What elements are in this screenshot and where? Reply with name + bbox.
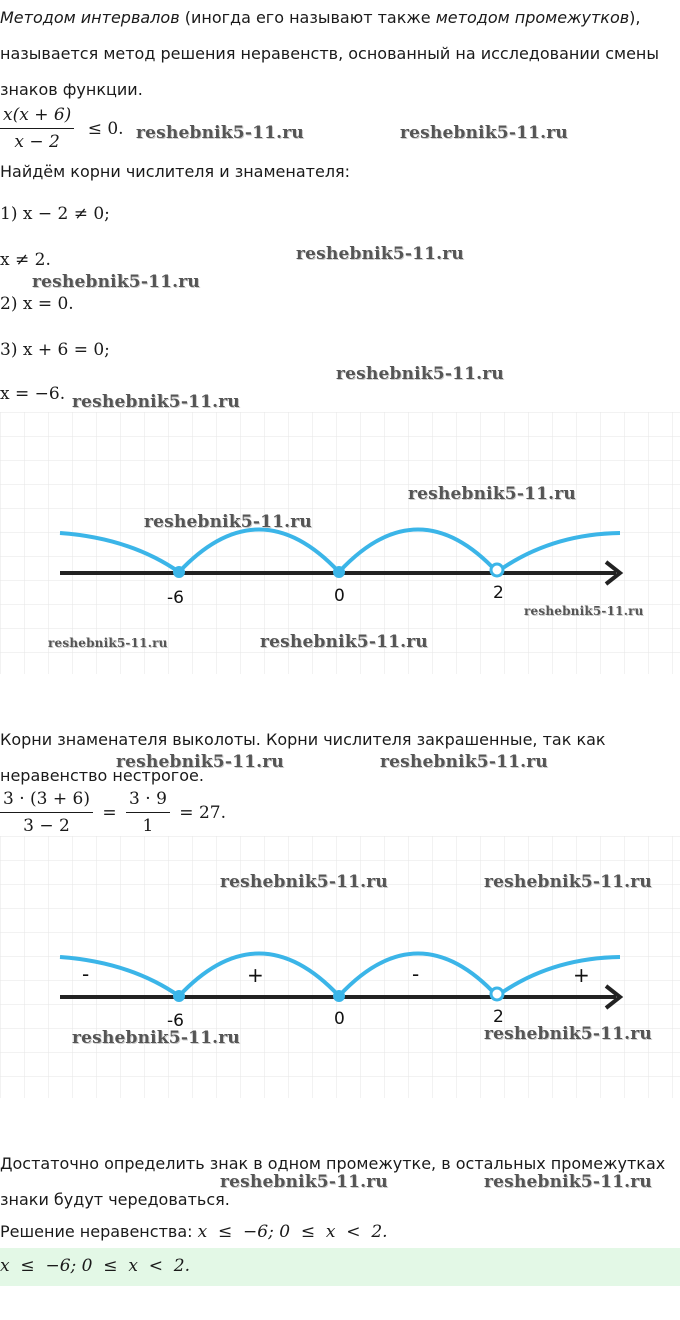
intro-line-3: знаков функции. [0,80,143,99]
check-den-2: 1 [142,816,154,836]
step-2: 2) x = 0. [0,294,74,314]
step-3: 3) x + 6 = 0; [0,340,110,360]
point-open-2 [491,564,503,576]
label-0: 0 [334,1009,345,1029]
watermark: reshebnik5-11.ru [336,364,504,384]
watermark: reshebnik5-11.ru [484,1172,652,1192]
watermark: reshebnik5-11.ru [260,632,428,652]
check-fraction-1 [0,788,93,837]
watermark: reshebnik5-11.ru [48,636,168,650]
check-num-1: 3 · (3 + 6) [0,788,93,813]
inequality-numerator: x(x + 6) [0,104,74,129]
step-3-result: x = −6. [0,384,66,404]
inequality-relation: ≤ 0. [87,118,124,139]
step-1: 1) x − 2 ≠ 0; [0,204,110,224]
watermark: reshebnik5-11.ru [220,872,388,892]
check-computation [0,788,226,837]
inequality-denominator: x − 2 [14,132,60,152]
roots-intro: Найдём корни числителя и знаменателя: [0,162,351,181]
alternation-line-2: знаки будут чередоваться. [0,1190,230,1209]
explanation-line-1: Корни знаменателя выколоты. Корни числителя закрашенные, так как [0,730,606,749]
solution-label: Решение неравенства: [0,1222,198,1241]
sign-interval-4: + [573,963,590,987]
sign-interval-3: - [412,962,420,986]
label-0: 0 [334,586,345,606]
label-minus6: -6 [167,1011,184,1031]
point-filled-minus6 [173,566,185,578]
check-den-1: 3 − 2 [23,816,70,836]
step-1-result: x ≠ 2. [0,250,51,270]
point-filled-minus6 [173,990,185,1002]
term-interval-method: Методом интервалов [0,8,180,27]
point-open-2 [491,988,503,1000]
solution-value: x ≤ −6; 0 ≤ x < 2. [197,1222,388,1242]
watermark: reshebnik5-11.ru [484,872,652,892]
watermark: reshebnik5-11.ru [144,512,312,532]
check-result: = 27. [179,802,226,823]
intro-part-1: (иногда его называют также [179,8,436,27]
watermark: reshebnik5-11.ru [524,604,644,618]
check-num-2: 3 · 9 [126,788,170,813]
intro-part-2: ), [629,8,641,27]
solution-line [0,1220,388,1244]
intro-line-2: называется метод решения неравенств, основанный на исследовании смены [0,44,660,63]
explanation-line-2: неравенство нестрогое. [0,766,204,785]
watermark: reshebnik5-11.ru [220,1172,388,1192]
watermark: reshebnik5-11.ru [72,1028,240,1048]
point-filled-0 [333,990,345,1002]
check-equals: = [102,802,117,823]
watermark: reshebnik5-11.ru [72,392,240,412]
point-filled-0 [333,566,345,578]
label-2: 2 [493,1007,504,1027]
watermark: reshebnik5-11.ru [408,484,576,504]
watermark: reshebnik5-11.ru [116,752,284,772]
intro-line-1 [0,6,641,30]
label-minus6: -6 [167,588,184,608]
watermark: reshebnik5-11.ru [296,244,464,264]
watermark: reshebnik5-11.ru [136,123,304,143]
sign-interval-1: - [82,962,90,986]
inequality [0,104,124,153]
term-gap-method: методом промежутков [435,8,630,27]
answer-value: x ≤ −6; 0 ≤ x < 2. [0,1256,190,1276]
watermark: reshebnik5-11.ru [32,272,200,292]
alternation-line-1: Достаточно определить знак в одном промежутке, в остальных промежутках [0,1154,666,1173]
inequality-fraction [0,104,74,153]
watermark: reshebnik5-11.ru [380,752,548,772]
sign-interval-2: + [247,963,264,987]
watermark: reshebnik5-11.ru [400,123,568,143]
check-fraction-2 [126,788,170,837]
label-2: 2 [493,583,504,603]
watermark: reshebnik5-11.ru [484,1024,652,1044]
